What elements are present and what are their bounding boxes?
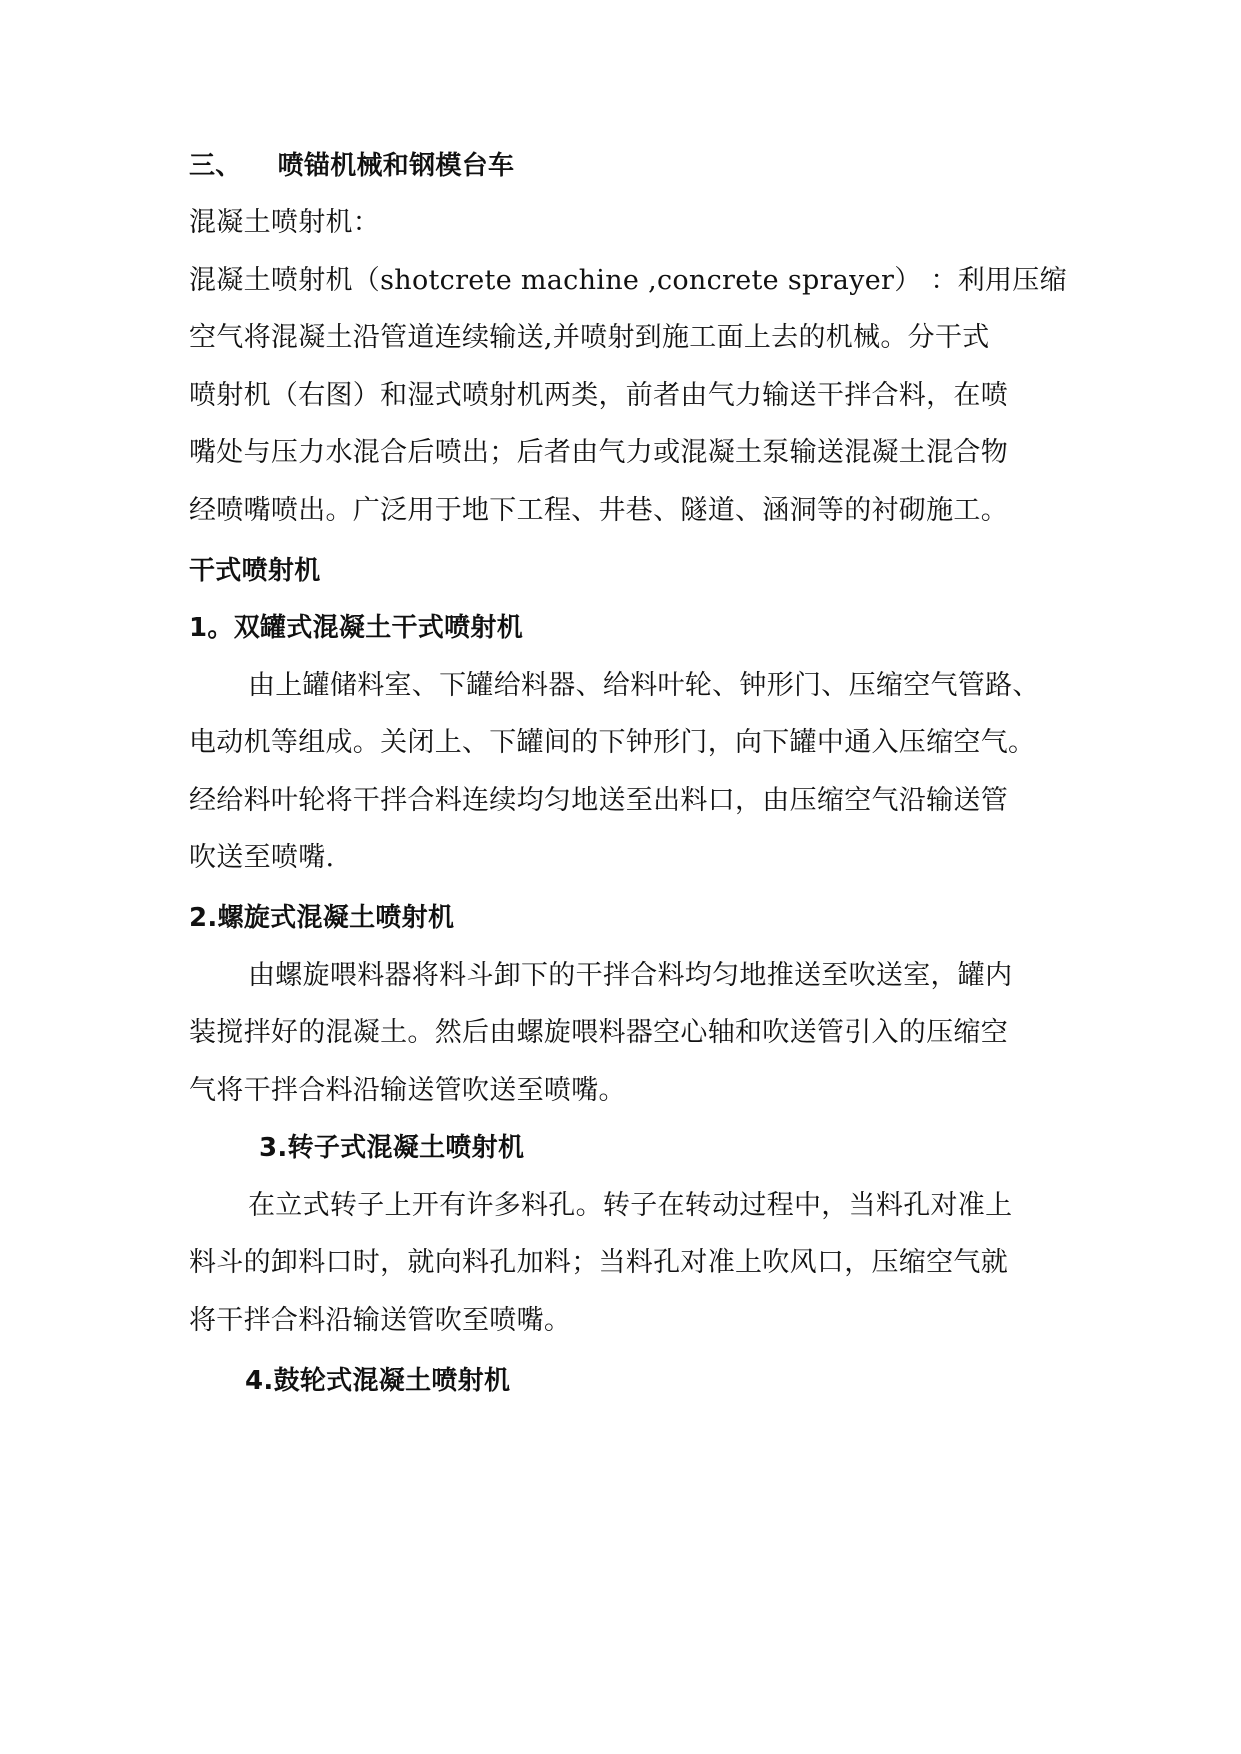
section-number: 三、 bbox=[189, 151, 242, 181]
intro-line: 混凝土喷射机（shotcrete machine ,concrete sprayer） ：利用压缩 bbox=[189, 265, 1067, 296]
item2-heading: 2.螺旋式混凝土喷射机 bbox=[189, 903, 455, 933]
subheading: 混凝土喷射机： bbox=[189, 207, 381, 238]
item1-line: 由上罐储料室、下罐给料器、给料叶轮、钟形门、压缩空气管路、 bbox=[248, 670, 1040, 701]
item1-heading: 1。双罐式混凝土干式喷射机 bbox=[189, 613, 523, 643]
item4-heading: 4.鼓轮式混凝土喷射机 bbox=[245, 1366, 511, 1396]
item2-line: 装搅拌好的混凝土。然后由螺旋喂料器空心轴和吹送管引入的压缩空 bbox=[189, 1017, 1008, 1048]
section-title: 喷锚机械和钢模台车 bbox=[277, 151, 515, 181]
item3-line: 料斗的卸料口时，就向料孔加料；当料孔对准上吹风口，压缩空气就 bbox=[189, 1247, 1008, 1278]
intro-line: 经喷嘴喷出。广泛用于地下工程、井巷、隧道、涵洞等的衬砌施工。 bbox=[189, 495, 1008, 526]
intro-line: 空气将混凝土沿管道连续输送,并喷射到施工面上去的机械。分干式 bbox=[189, 322, 990, 353]
item1-line: 电动机等组成。关闭上、下罐间的下钟形门，向下罐中通入压缩空气。 bbox=[189, 727, 1036, 758]
item3-heading: 3.转子式混凝土喷射机 bbox=[259, 1133, 525, 1163]
item2-line: 由螺旋喂料器将料斗卸下的干拌合料均匀地推送至吹送室，罐内 bbox=[248, 960, 1013, 991]
item3-line: 将干拌合料沿输送管吹至喷嘴。 bbox=[189, 1305, 572, 1336]
item2-line: 气将干拌合料沿输送管吹送至喷嘴。 bbox=[189, 1075, 626, 1106]
dry-sprayer-heading: 干式喷射机 bbox=[189, 556, 321, 586]
item3-line: 在立式转子上开有许多料孔。转子在转动过程中，当料孔对准上 bbox=[248, 1190, 1013, 1221]
intro-line: 嘴处与压力水混合后喷出；后者由气力或混凝土泵输送混凝土混合物 bbox=[189, 437, 1008, 468]
item1-line: 吹送至喷嘴. bbox=[189, 842, 335, 873]
intro-line: 喷射机（右图）和湿式喷射机两类，前者由气力输送干拌合料，在喷 bbox=[189, 380, 1008, 411]
item1-line: 经给料叶轮将干拌合料连续均匀地送至出料口，由压缩空气沿输送管 bbox=[189, 785, 1008, 816]
section-heading bbox=[189, 148, 514, 184]
